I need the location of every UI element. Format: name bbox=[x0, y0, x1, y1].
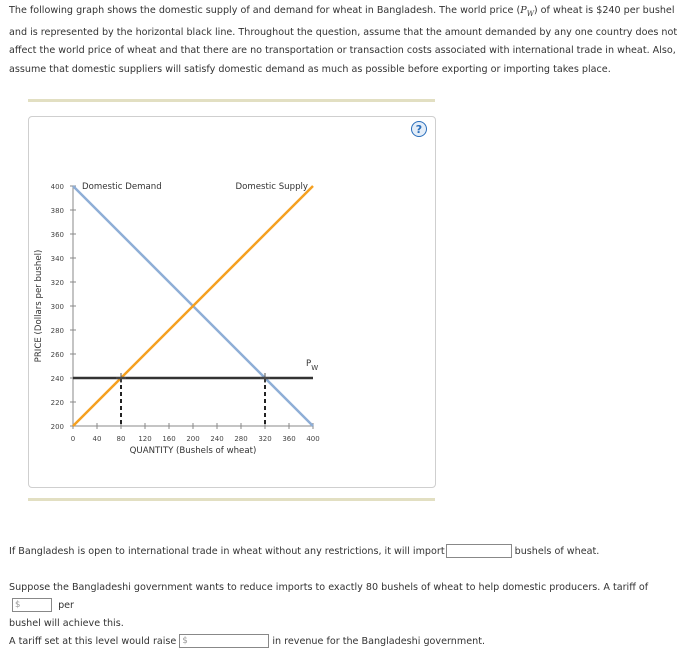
y-tick-label: 200 bbox=[50, 423, 64, 431]
y-tick-label: 340 bbox=[50, 255, 64, 263]
supply-label: Domestic Supply bbox=[235, 182, 308, 192]
y-tick-label: 300 bbox=[50, 303, 64, 311]
x-tick-label: 400 bbox=[306, 435, 320, 443]
question-1: If Bangladesh is open to international trade in wheat without any restrictions, it will import bushels of wheat. bbox=[9, 546, 600, 557]
x-tick-label: 240 bbox=[210, 435, 224, 443]
pw-symbol: $P_W$ bbox=[520, 5, 534, 18]
world-price-label: $P_W$ bbox=[306, 359, 319, 372]
wheat-market-chart bbox=[29, 117, 435, 487]
y-tick-label: 240 bbox=[50, 375, 64, 383]
y-axis-label: PRICE (Dollars per bushel) bbox=[34, 249, 44, 363]
x-axis-label: QUANTITY (Bushels of wheat) bbox=[129, 446, 257, 456]
x-tick-label: 280 bbox=[234, 435, 248, 443]
imports-input[interactable] bbox=[446, 544, 512, 558]
y-tick-label: 320 bbox=[50, 279, 64, 287]
help-icon[interactable]: ? bbox=[411, 121, 427, 137]
x-tick-label: 40 bbox=[92, 435, 102, 443]
top-divider bbox=[28, 99, 435, 102]
y-tick-label: 220 bbox=[50, 399, 64, 407]
tariff-input[interactable]: $ bbox=[12, 598, 52, 612]
demand-label: Domestic Demand bbox=[82, 182, 162, 192]
y-tick-label: 380 bbox=[50, 207, 64, 215]
revenue-input[interactable]: $ bbox=[179, 634, 269, 648]
x-tick-label: 0 bbox=[70, 435, 76, 443]
y-tick-label: 260 bbox=[50, 351, 64, 359]
y-tick-label: 360 bbox=[50, 231, 64, 239]
question-intro: The following graph shows the domestic supply of and demand for wheat in Bangladesh. The world price $(P_W)$ of wheat is $240 per bushel and is represented by the horizontal black line. Throughout the question, assume that the amount demanded by any one country does not affect the world price of wheat and that there are no transportation or transaction costs associated with international trade in wheat. Also, assume that domestic suppliers will satisfy domestic demand as much as possible before exporting or importing takes place. bbox=[9, 5, 678, 75]
x-tick-label: 80 bbox=[116, 435, 126, 443]
x-tick-label: 120 bbox=[138, 435, 152, 443]
y-tick-label: 400 bbox=[50, 183, 64, 191]
question-3: A tariff set at this level would raise $ in revenue for the Bangladeshi government. bbox=[9, 636, 485, 647]
y-tick-label: 280 bbox=[50, 327, 64, 335]
graph-panel bbox=[28, 116, 436, 488]
question-2: Suppose the Bangladeshi government wants to reduce imports to exactly 80 bushels of wheat to help domestic producers. A tariff of $ per bushel will achieve this. bbox=[9, 582, 649, 629]
x-tick-label: 200 bbox=[186, 435, 200, 443]
x-tick-label: 160 bbox=[162, 435, 176, 443]
x-tick-label: 320 bbox=[258, 435, 272, 443]
bottom-divider bbox=[28, 498, 435, 501]
x-tick-label: 360 bbox=[282, 435, 296, 443]
